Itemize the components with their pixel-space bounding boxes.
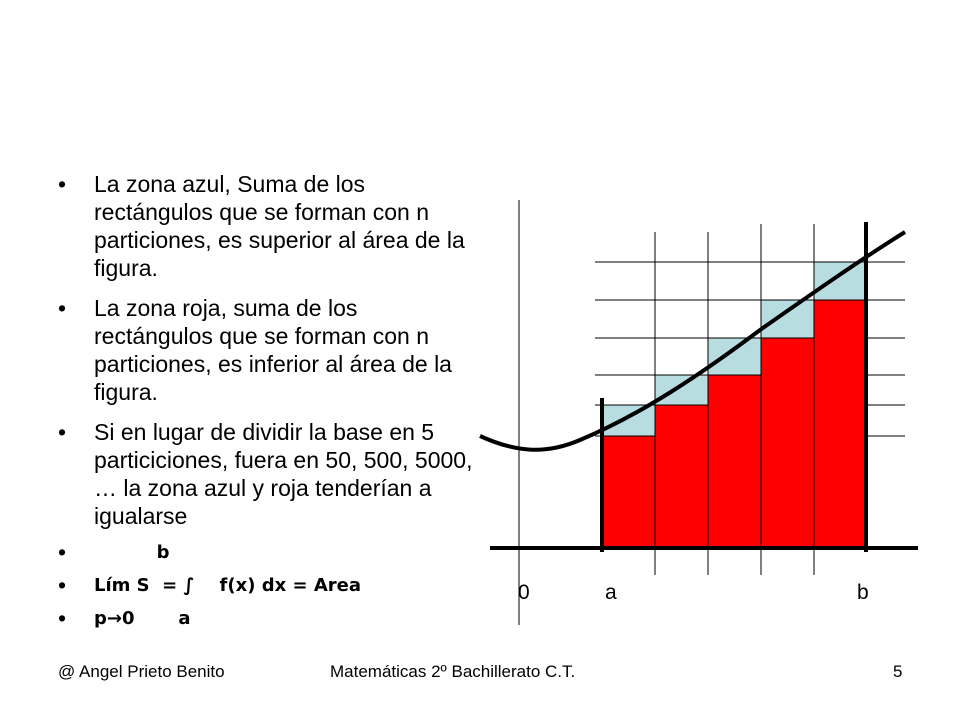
bullet-limit-text: Si en lugar de dividir la base en 5 particiciones, fuera en 50, 500, 5000, … la zona azul y roja tenderían a igualarse bbox=[94, 419, 473, 529]
formula-upper-bound-text: b bbox=[94, 542, 170, 563]
lower-rect-5 bbox=[814, 300, 866, 548]
lower-rect-2 bbox=[655, 405, 708, 548]
formula-lower-bound-text: 0 a bbox=[121, 608, 191, 629]
formula-p-text: p bbox=[94, 608, 107, 629]
formula-main-text: Lím S = ∫ f(x) dx = Area bbox=[94, 575, 361, 596]
label-zero: 0 bbox=[518, 581, 530, 604]
bullet-lower-sum-text: La zona roja, suma de los rectángulos que se forman con n particiones, es inferior al área de la figura. bbox=[94, 295, 452, 405]
lower-rect-4 bbox=[761, 338, 814, 548]
lower-rect-3 bbox=[708, 375, 761, 548]
label-b: b bbox=[857, 581, 869, 604]
label-a: a bbox=[605, 581, 617, 604]
footer-author: @ Angel Prieto Benito bbox=[58, 662, 225, 681]
arrow-icon: → bbox=[106, 608, 122, 629]
footer-course: Matemáticas 2º Bachillerato C.T. bbox=[330, 662, 576, 681]
bullet-upper-sum-text: La zona azul, Suma de los rectángulos que se forman con n particiones, es superior al área de la figura. bbox=[94, 171, 465, 281]
lower-rect-1 bbox=[602, 436, 655, 548]
footer-page-number: 5 bbox=[893, 662, 903, 681]
